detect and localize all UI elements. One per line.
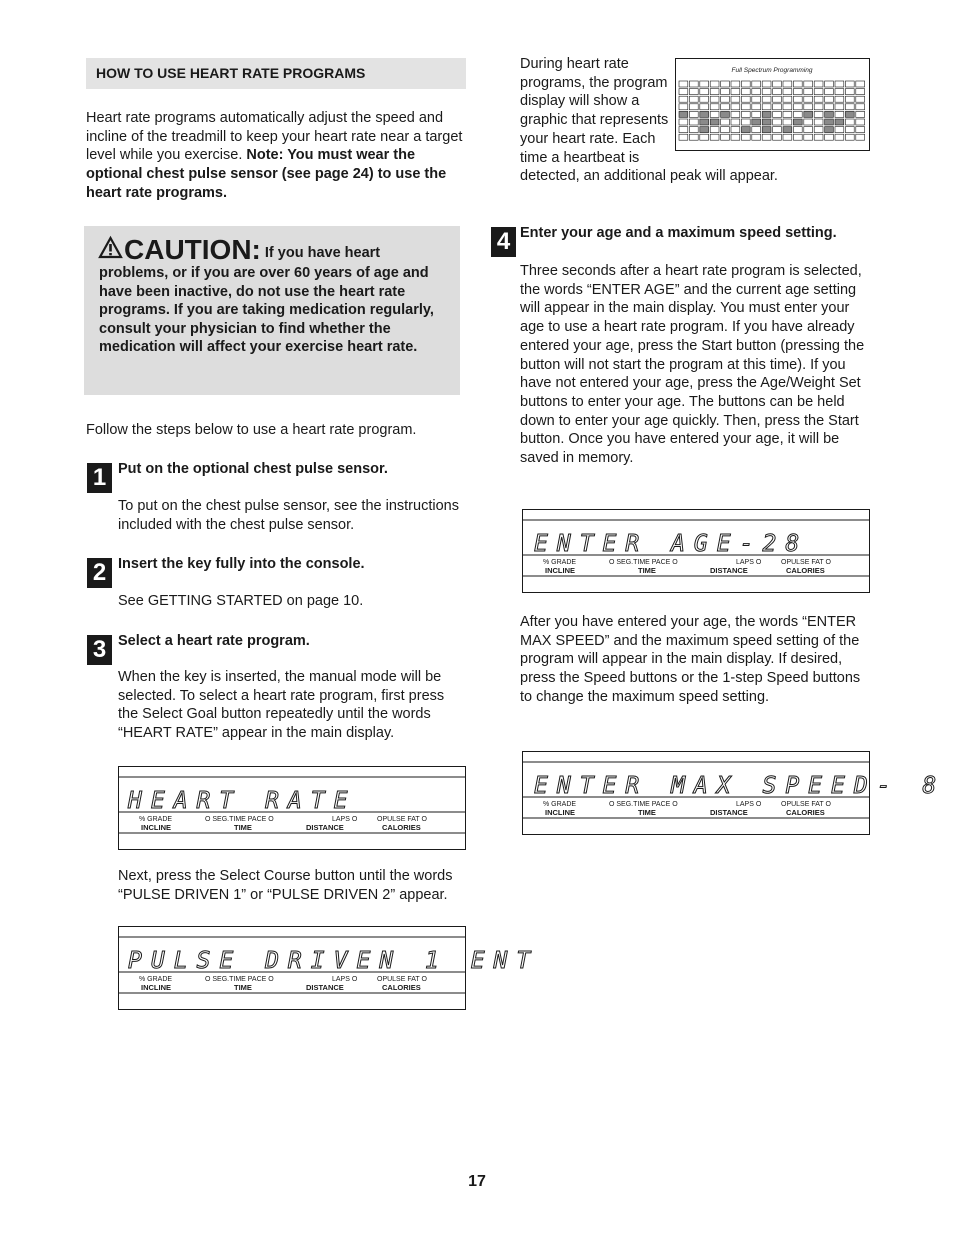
lcd-display-enter-max-speed <box>522 751 946 835</box>
program-grid-cell <box>721 134 730 140</box>
program-grid-cell <box>689 127 698 133</box>
program-grid-cell <box>773 111 782 117</box>
program-grid-cell <box>825 96 834 102</box>
program-grid-cell <box>783 111 792 117</box>
lcd-label-pulse: OPULSE FAT O <box>377 976 427 983</box>
program-grid-cell <box>856 134 865 140</box>
lcd-label-pulse: OPULSE FAT O <box>377 816 427 823</box>
program-grid-cell <box>731 89 740 95</box>
program-grid-cell <box>814 134 823 140</box>
step-4-title: Enter your age and a maximum speed setting. <box>520 225 837 241</box>
program-grid-cell <box>814 89 823 95</box>
step-3-body-2: Next, press the Select Course button until the words “PULSE DRIVEN 1” or “PULSE DRIVEN 2” appear. <box>118 868 453 903</box>
program-grid-cell <box>835 111 844 117</box>
heart-graphic-text: During heart rate programs, the program display will show a graphic that represents your heart rate. Each time a heartbeat is detected, an additional peak will appear. <box>520 56 778 185</box>
step-2-title: Insert the key fully into the console. <box>118 556 365 572</box>
program-grid-cell <box>700 127 709 133</box>
program-grid-cell <box>825 134 834 140</box>
program-grid-cell <box>825 89 834 95</box>
program-grid-cell <box>710 134 719 140</box>
program-grid-cell <box>679 96 688 102</box>
caution-box <box>84 226 460 395</box>
lcd-label-grade: % GRADE <box>543 559 577 566</box>
program-grid-cell <box>835 96 844 102</box>
program-grid-cell <box>762 104 771 110</box>
program-grid-cell <box>825 104 834 110</box>
program-grid-cell <box>700 134 709 140</box>
step-number-4: 4 <box>491 227 516 257</box>
program-grid-cell <box>773 134 782 140</box>
program-grid-cell <box>845 119 854 125</box>
program-grid-cell <box>793 104 802 110</box>
program-grid-cell <box>679 81 688 87</box>
program-grid-cell <box>700 96 709 102</box>
intro-note: Note: You must wear the optional chest pulse sensor (see page 24) to use the heart rate programs. <box>86 147 447 201</box>
program-grid-cell <box>804 134 813 140</box>
program-grid-cell <box>762 119 771 125</box>
step-1-body: To put on the chest pulse sensor, see the instructions included with the chest pulse sensor. <box>118 498 459 533</box>
program-grid-cell <box>825 119 834 125</box>
program-grid-cell <box>845 104 854 110</box>
program-grid-cell <box>773 81 782 87</box>
program-grid-cell <box>856 81 865 87</box>
step-number-2: 2 <box>87 558 112 588</box>
program-grid-cell <box>689 96 698 102</box>
lcd-label-distance: DISTANCE <box>710 566 748 575</box>
program-grid-cell <box>741 111 750 117</box>
program-grid-cell <box>689 89 698 95</box>
program-grid-cell <box>689 111 698 117</box>
lcd-label-grade: % GRADE <box>139 816 173 823</box>
program-grid-cell <box>679 134 688 140</box>
program-grid-cell <box>856 96 865 102</box>
program-grid-cell <box>710 89 719 95</box>
program-grid-cell <box>679 127 688 133</box>
program-grid-cell <box>793 89 802 95</box>
program-grid-cell <box>773 104 782 110</box>
program-grid-cell <box>783 96 792 102</box>
program-grid-cell <box>825 81 834 87</box>
program-grid-cell <box>721 89 730 95</box>
intro-paragraph <box>86 109 468 203</box>
lcd-label-time: TIME <box>638 808 656 817</box>
program-grid-cell <box>679 111 688 117</box>
program-grid-cell <box>700 81 709 87</box>
lcd-display-heart-rate <box>118 766 466 850</box>
program-grid-cell <box>710 111 719 117</box>
program-grid-cell <box>741 81 750 87</box>
lcd-main-text: HEART RATE <box>128 788 357 814</box>
program-grid-cell <box>721 111 730 117</box>
program-grid-cell <box>773 127 782 133</box>
program-grid-cell <box>710 96 719 102</box>
program-grid-graphic <box>676 59 869 150</box>
step-3-title: Select a heart rate program. <box>118 633 310 649</box>
program-grid-cell <box>762 81 771 87</box>
caution-text: If you have heart problems, or if you are over 60 years of age and have been inactive, do not use the heart rate programs. If you are taking medication regularly, consult your physician to find whether the medication will affect your exercise heart rate. <box>99 245 434 356</box>
program-grid-cell <box>845 89 854 95</box>
program-grid-cell <box>710 104 719 110</box>
program-grid-cell <box>741 96 750 102</box>
program-graphic-title: Full Spectrum Programming <box>731 67 813 74</box>
program-grid-cell <box>689 104 698 110</box>
program-grid-cell <box>762 96 771 102</box>
lcd-label-pulse: OPULSE FAT O <box>781 559 831 566</box>
program-grid-cell <box>804 111 813 117</box>
program-grid-cell <box>741 104 750 110</box>
program-grid-cell <box>814 111 823 117</box>
lcd-label-laps: LAPS O <box>332 816 358 823</box>
program-grid-cell <box>814 96 823 102</box>
lcd-label-calories: CALORIES <box>786 566 825 575</box>
heart-graphic-paragraph <box>520 55 870 186</box>
lcd-label-grade: % GRADE <box>139 976 173 983</box>
program-grid-cell <box>741 89 750 95</box>
lcd-main-text: PULSE DRIVEN 1 ENT <box>128 948 540 974</box>
program-grid-cell <box>793 134 802 140</box>
program-grid-cell <box>752 127 761 133</box>
lcd-label-time: TIME <box>234 823 252 832</box>
program-grid-cell <box>752 81 761 87</box>
program-grid-cell <box>804 104 813 110</box>
program-grid-cell <box>783 104 792 110</box>
program-grid-cell <box>689 81 698 87</box>
lcd-label-distance: DISTANCE <box>306 983 344 992</box>
page-number: 17 <box>468 1173 486 1190</box>
program-grid-cell <box>783 119 792 125</box>
program-grid-cell <box>752 111 761 117</box>
program-grid-cell <box>814 81 823 87</box>
program-grid-cell <box>793 111 802 117</box>
lcd-label-incline: INCLINE <box>545 566 575 575</box>
program-grid-cell <box>773 119 782 125</box>
program-grid-cell <box>731 127 740 133</box>
step-3-body: When the key is inserted, the manual mode will be selected. To select a heart rate program, first press the Select Goal button repeatedly until the words “HEART RATE” appear in the main display. <box>118 669 445 742</box>
program-grid-cell <box>721 104 730 110</box>
lcd-label-time: TIME <box>234 983 252 992</box>
program-grid-cell <box>793 81 802 87</box>
program-grid-cell <box>814 127 823 133</box>
step-number-1: 1 <box>87 463 112 493</box>
program-grid-cell <box>783 134 792 140</box>
section-heading: HOW TO USE HEART RATE PROGRAMS <box>86 58 466 89</box>
program-grid-cell <box>814 104 823 110</box>
program-graphic <box>675 58 870 151</box>
program-grid-cell <box>700 111 709 117</box>
intro-text: Heart rate programs automatically adjust the speed and incline of the treadmill to keep your heart rate near a target level while you exercise. <box>86 110 463 164</box>
lcd-label-distance: DISTANCE <box>710 808 748 817</box>
program-grid-cell <box>773 89 782 95</box>
program-grid-cell <box>752 119 761 125</box>
program-grid-cell <box>741 119 750 125</box>
program-grid-cell <box>783 81 792 87</box>
lcd-main-text: ENTER AGE-28 <box>534 531 809 557</box>
program-grid-cell <box>804 89 813 95</box>
program-grid-cell <box>835 119 844 125</box>
program-grid-cell <box>731 119 740 125</box>
program-grid-cell <box>762 127 771 133</box>
step-2-body: See GETTING STARTED on page 10. <box>118 593 364 609</box>
program-grid-cell <box>783 89 792 95</box>
lcd-label-segtime: O SEG.TIME PACE O <box>609 559 678 566</box>
program-grid-cell <box>710 119 719 125</box>
program-grid-cell <box>793 119 802 125</box>
lcd-label-grade: % GRADE <box>543 801 577 808</box>
lcd-label-incline: INCLINE <box>141 983 171 992</box>
program-grid-cell <box>845 127 854 133</box>
program-grid-cell <box>835 134 844 140</box>
program-grid-cell <box>804 96 813 102</box>
lcd-label-laps: LAPS O <box>332 976 358 983</box>
program-grid-cell <box>721 81 730 87</box>
program-grid-cell <box>752 134 761 140</box>
program-grid-cell <box>741 127 750 133</box>
lcd-display-enter-age <box>522 509 870 593</box>
program-grid-cell <box>700 104 709 110</box>
lcd-label-calories: CALORIES <box>382 983 421 992</box>
program-grid-cell <box>845 134 854 140</box>
program-grid-cell <box>856 127 865 133</box>
program-grid-cell <box>762 111 771 117</box>
lcd-main-text: ENTER MAX SPEED- 8 <box>534 773 946 799</box>
program-grid-cell <box>741 134 750 140</box>
lcd-label-calories: CALORIES <box>382 823 421 832</box>
lcd-label-incline: INCLINE <box>141 823 171 832</box>
program-grid-cell <box>689 134 698 140</box>
step-number-3: 3 <box>87 635 112 665</box>
program-grid-cell <box>721 119 730 125</box>
lcd-label-segtime: O SEG.TIME PACE O <box>205 976 274 983</box>
program-grid-cell <box>856 104 865 110</box>
program-grid-cell <box>825 111 834 117</box>
program-grid-cell <box>804 119 813 125</box>
lcd-label-incline: INCLINE <box>545 808 575 817</box>
program-grid-cell <box>731 111 740 117</box>
program-grid-cell <box>835 81 844 87</box>
lcd-label-time: TIME <box>638 566 656 575</box>
program-grid-cell <box>710 81 719 87</box>
lcd-display-pulse-driven <box>118 926 540 1010</box>
program-grid-cell <box>679 104 688 110</box>
program-grid-cell <box>845 81 854 87</box>
program-grid-cell <box>731 81 740 87</box>
program-grid-cell <box>793 127 802 133</box>
program-grid-cell <box>679 89 688 95</box>
program-grid-cell <box>752 89 761 95</box>
step-4-body: Three seconds after a heart rate program is selected, the words “ENTER AGE” and the current age setting will appear in the main display. You must enter your age to use a heart rate program. If you have already entered your age, press the Start button (pressing the button will not start the program at this time). If you have not entered your age, press the Age/Weight Set buttons to enter your age. The buttons can be held down to enter your age quickly. Then, press the Start button. Once you have entered your age, it will be saved in memory. <box>520 263 865 467</box>
program-grid-cell <box>783 127 792 133</box>
warning-icon <box>99 237 122 258</box>
program-grid-cell <box>721 96 730 102</box>
program-grid-cell <box>710 127 719 133</box>
program-grid-cell <box>804 127 813 133</box>
program-grid-cell <box>700 89 709 95</box>
step-1-title: Put on the optional chest pulse sensor. <box>118 461 388 477</box>
program-grid-cell <box>856 111 865 117</box>
program-grid-cell <box>845 96 854 102</box>
program-grid-cell <box>679 119 688 125</box>
follow-text: Follow the steps below to use a heart rate program. <box>86 422 417 438</box>
program-grid-cell <box>793 96 802 102</box>
program-grid-cell <box>835 104 844 110</box>
program-grid-cell <box>762 134 771 140</box>
program-grid-cell <box>721 127 730 133</box>
program-grid-cell <box>856 89 865 95</box>
program-grid-cell <box>856 119 865 125</box>
program-grid-cell <box>814 119 823 125</box>
program-grid-cell <box>773 96 782 102</box>
program-grid-cell <box>752 96 761 102</box>
step-4-body-2: After you have entered your age, the words “ENTER MAX SPEED” and the maximum speed setting of the program will appear in the main display. If desired, press the Speed buttons or the 1-step Speed buttons to change the maximum speed setting. <box>520 614 861 705</box>
program-grid-cell <box>731 104 740 110</box>
program-grid-cell <box>700 119 709 125</box>
caution-word: CAUTION: <box>124 234 261 265</box>
program-grid-cell <box>845 111 854 117</box>
program-grid-cell <box>825 127 834 133</box>
program-grid-cell <box>835 89 844 95</box>
program-grid-cell <box>752 104 761 110</box>
lcd-label-laps: LAPS O <box>736 801 762 808</box>
program-grid-cell <box>762 89 771 95</box>
lcd-label-laps: LAPS O <box>736 559 762 566</box>
program-grid-cell <box>731 96 740 102</box>
lcd-label-segtime: O SEG.TIME PACE O <box>609 801 678 808</box>
program-grid-cell <box>689 119 698 125</box>
program-grid-cell <box>731 134 740 140</box>
lcd-label-distance: DISTANCE <box>306 823 344 832</box>
program-grid-cell <box>835 127 844 133</box>
lcd-label-calories: CALORIES <box>786 808 825 817</box>
lcd-label-segtime: O SEG.TIME PACE O <box>205 816 274 823</box>
lcd-label-pulse: OPULSE FAT O <box>781 801 831 808</box>
program-grid-cell <box>804 81 813 87</box>
